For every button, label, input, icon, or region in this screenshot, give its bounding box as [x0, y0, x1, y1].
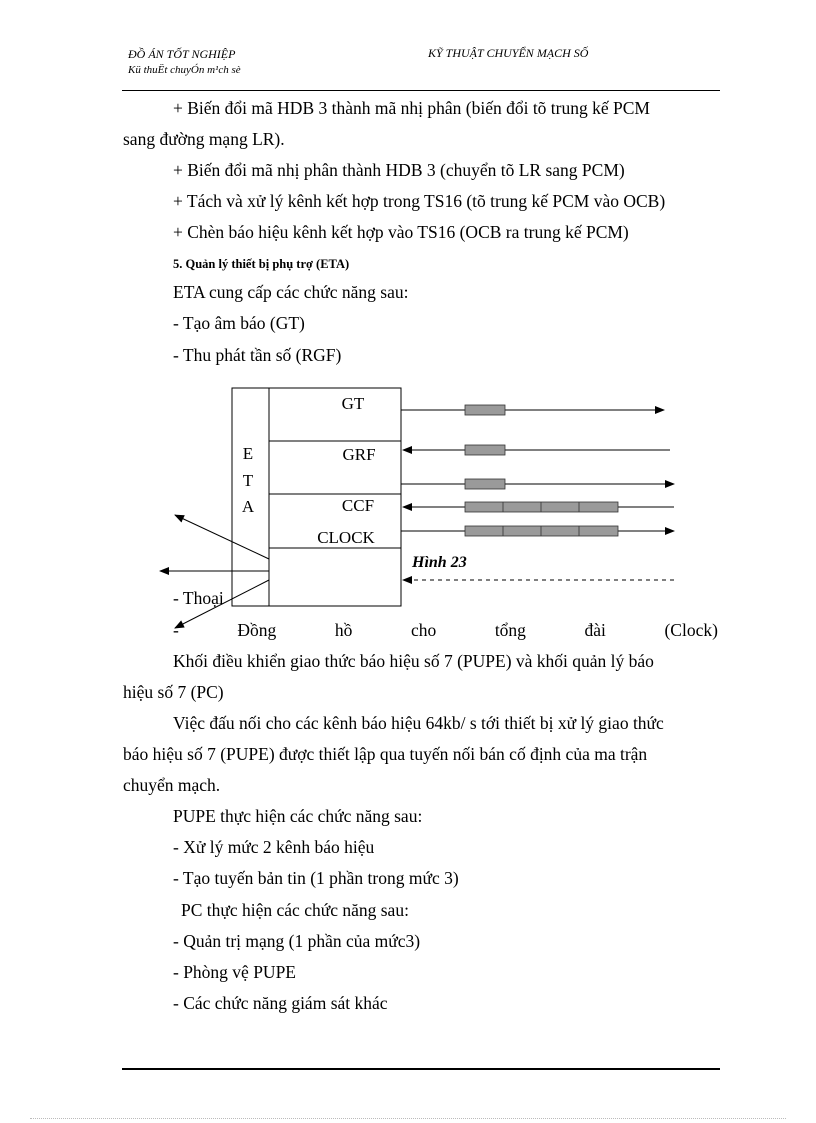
grf-out-bar	[465, 479, 505, 489]
para-1a: + Biến đổi mã HDB 3 thành mã nhị phân (biến đổi tõ trung kế PCM	[173, 98, 650, 118]
header-left-subtitle: Kü thuËt chuyÓn m¹ch sè	[128, 64, 241, 76]
para-5: ETA cung cấp các chức năng sau:	[173, 282, 409, 302]
block-ccf-label: CCF	[341, 496, 375, 515]
para-10c: chuyển mạch.	[123, 775, 221, 795]
para-9b: hiệu số 7 (PC)	[123, 682, 224, 702]
block-gt-label: GT	[341, 394, 365, 413]
para-9a: Khối điều khiển giao thức báo hiệu số 7 (PUPE) và khối quản lý báo	[173, 651, 654, 671]
eta-outer-box	[232, 388, 401, 606]
clock-word: cho	[410, 620, 437, 640]
para-6: - Tạo âm báo (GT)	[173, 313, 305, 333]
para-14: PC thực hiện các chức năng sau:	[181, 900, 409, 920]
para-10b: báo hiệu số 7 (PUPE) được thiết lập qua tuyến nối bán cố định của ma trận	[123, 744, 648, 764]
para-7: - Thu phát tần số (RGF)	[173, 345, 342, 365]
para-12: - Xử lý mức 2 kênh báo hiệu	[173, 837, 375, 857]
header-left-title: ĐỒ ÁN TỐT NGHIỆP	[128, 47, 236, 61]
clock-word: -	[173, 620, 179, 640]
para-15: - Quản trị mạng (1 phần của mức3)	[173, 931, 421, 951]
section-heading: 5. Quản lý thiết bị phụ trợ (ETA)	[173, 257, 350, 271]
eta-letter-t: T	[242, 471, 254, 490]
para-1b: sang đường mạng LR).	[123, 129, 285, 149]
page-edge	[30, 1118, 786, 1119]
para-10a: Việc đấu nối cho các kênh báo hiệu 64kb/ s tới thiết bị xử lý giao thức	[173, 713, 664, 733]
para-11: PUPE thực hiện các chức năng sau:	[173, 806, 423, 826]
signal-bars	[465, 405, 618, 536]
clock-word: Đồng	[237, 620, 277, 640]
clock-line	[173, 619, 718, 641]
para-16: - Phòng vệ PUPE	[173, 962, 296, 982]
clock-word: đài	[584, 620, 606, 640]
clock-word: (Clock)	[664, 620, 718, 640]
clock-word: tổng	[494, 620, 526, 640]
para-3: + Tách và xử lý kênh kết hợp trong TS16 (tõ trung kế PCM vào OCB)	[173, 191, 666, 211]
clock-word: hồ	[334, 620, 353, 640]
para-8: - Thoại	[173, 588, 224, 608]
para-2: + Biến đổi mã nhị phân thành HDB 3 (chuyển tõ LR sang PCM)	[173, 160, 625, 180]
eta-letter-e: E	[242, 444, 254, 463]
clock-bar	[465, 526, 618, 536]
block-grf-label: GRF	[342, 445, 376, 464]
grf-in-bar	[465, 445, 505, 455]
footer-rule	[122, 1068, 720, 1070]
gt-bar	[465, 405, 505, 415]
para-17: - Các chức năng giám sát khác	[173, 993, 388, 1013]
para-13: - Tạo tuyến bản tin (1 phần trong mức 3)	[173, 868, 459, 888]
header-right-title: KỸ THUẬT CHUYỂN MẠCH SỐ	[428, 46, 589, 60]
para-4: + Chèn báo hiệu kênh kết hợp vào TS16 (OCB ra trung kế PCM)	[173, 222, 629, 242]
ccf-bar	[465, 502, 618, 512]
figure-caption: Hình 23	[412, 554, 467, 571]
eta-letter-a: A	[241, 497, 255, 516]
block-clock-label: CLOCK	[317, 528, 375, 547]
